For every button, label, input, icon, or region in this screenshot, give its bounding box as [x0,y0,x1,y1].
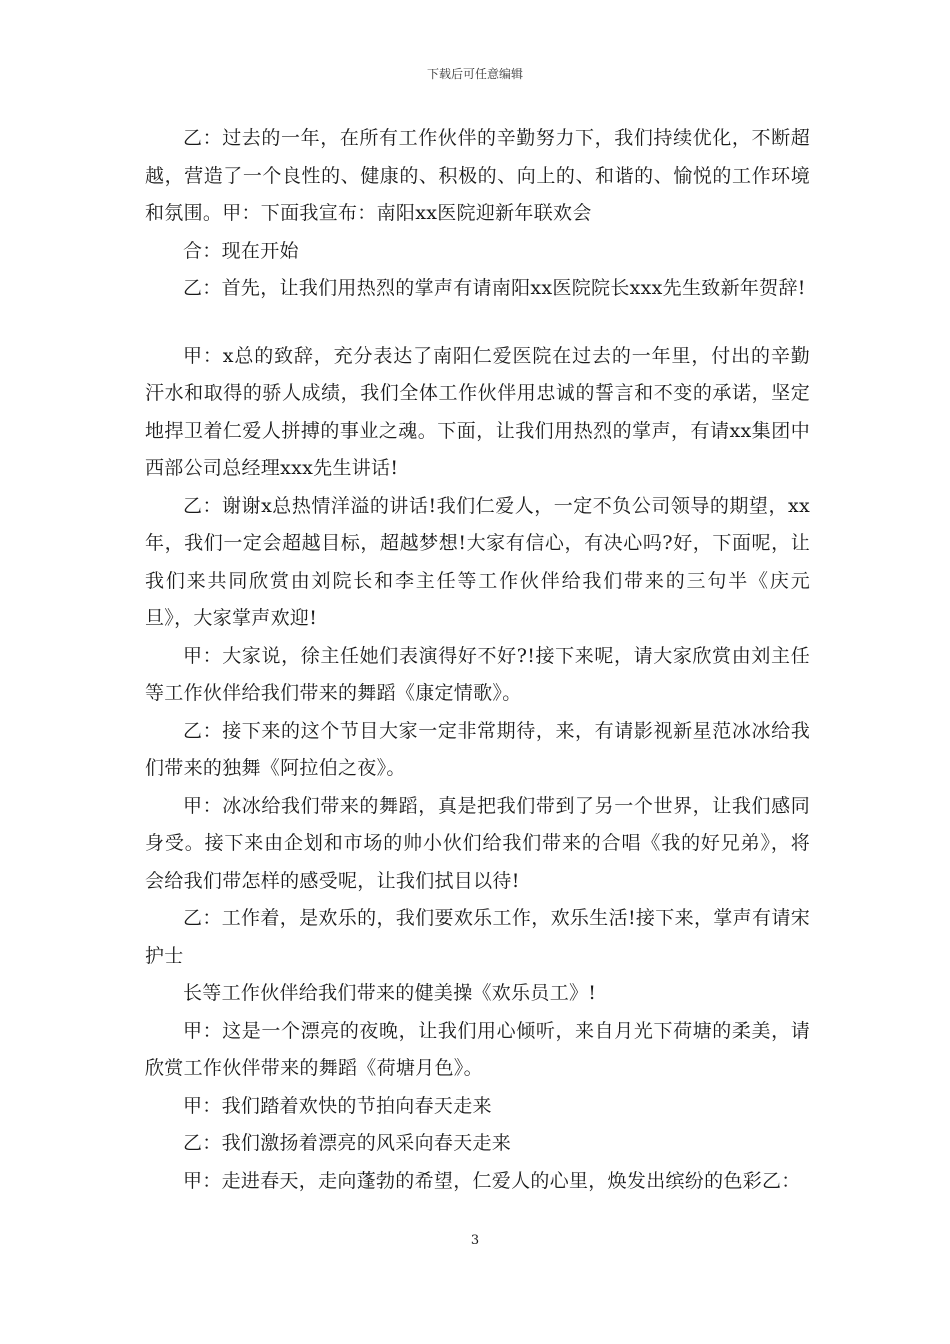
paragraph: 乙：我们激扬着漂亮的风采向春天走来 [183,1132,512,1154]
paragraph: 甲：x总的致辞，充分表达了南阳仁爱医院在过去的一年里，付出的辛勤汗水和取得的骄人成绩，我们全体工作伙伴用忠诚的誓言和不变的承诺，坚定地捍卫着仁爱人拼搏的事业之魂。下面，让我们用热烈的掌声，有请xx集团中西部公司总经理xxx先生讲话! [145,344,810,479]
page-header: 下载后可任意编辑 [426,67,523,81]
paragraph: 长等工作伙伴给我们带来的健美操《欢乐员工》! [183,982,597,1004]
paragraph: 甲：我们踏着欢快的节拍向春天走来 [183,1094,492,1117]
paragraph: 甲：走进春天，走向蓬勃的希望，仁爱人的心里，焕发出缤纷的色彩乙： [183,1169,801,1192]
paragraph: 甲：这是一个漂亮的夜晚，让我们用心倾听，来自月光下荷塘的柔美，请欣赏工作伙伴带来的舞蹈《荷塘月色》。 [145,1019,810,1079]
paragraph: 合：现在开始 [183,239,299,262]
page-number: 3 [470,1233,480,1248]
paragraph: 乙：首先，让我们用热烈的掌声有请南阳xx医院院长xxx先生致新年贺辞! [183,277,806,299]
paragraph: 甲：大家说，徐主任她们表演得好不好?!接下来呢，请大家欣赏由刘主任等工作伙伴给我们带来的舞蹈《康定情歌》。 [145,644,810,704]
document-body [145,120,810,1200]
paragraph: 乙：谢谢x总热情洋溢的讲话!我们仁爱人，一定不负公司领导的期望，xx年，我们一定会超越目标，超越梦想!大家有信心，有决心吗?好，下面呢，让我们来共同欣赏由刘院长和李主任等工作伙伴给我们带来的三句半《庆元旦》，大家掌声欢迎! [145,494,810,629]
paragraph: 甲：冰冰给我们带来的舞蹈，真是把我们带到了另一个世界，让我们感同身受。接下来由企划和市场的帅小伙们给我们带来的合唱《我的好兄弟》，将会给我们带怎样的感受呢，让我们拭目以待! [145,794,810,892]
paragraph: 乙：工作着，是欢乐的，我们要欢乐工作，欢乐生活!接下来，掌声有请宋护士 [145,907,810,967]
paragraph: 乙：接下来的这个节目大家一定非常期待，来，有请影视新星范冰冰给我们带来的独舞《阿拉伯之夜》。 [145,719,810,779]
paragraph: 乙：过去的一年，在所有工作伙伴的辛勤努力下，我们持续优化，不断超越，营造了一个良性的、健康的、积极的、向上的、和谐的、愉悦的工作环境和氛围。甲：下面我宣布：南阳xx医院迎新年联欢会 [145,127,810,224]
